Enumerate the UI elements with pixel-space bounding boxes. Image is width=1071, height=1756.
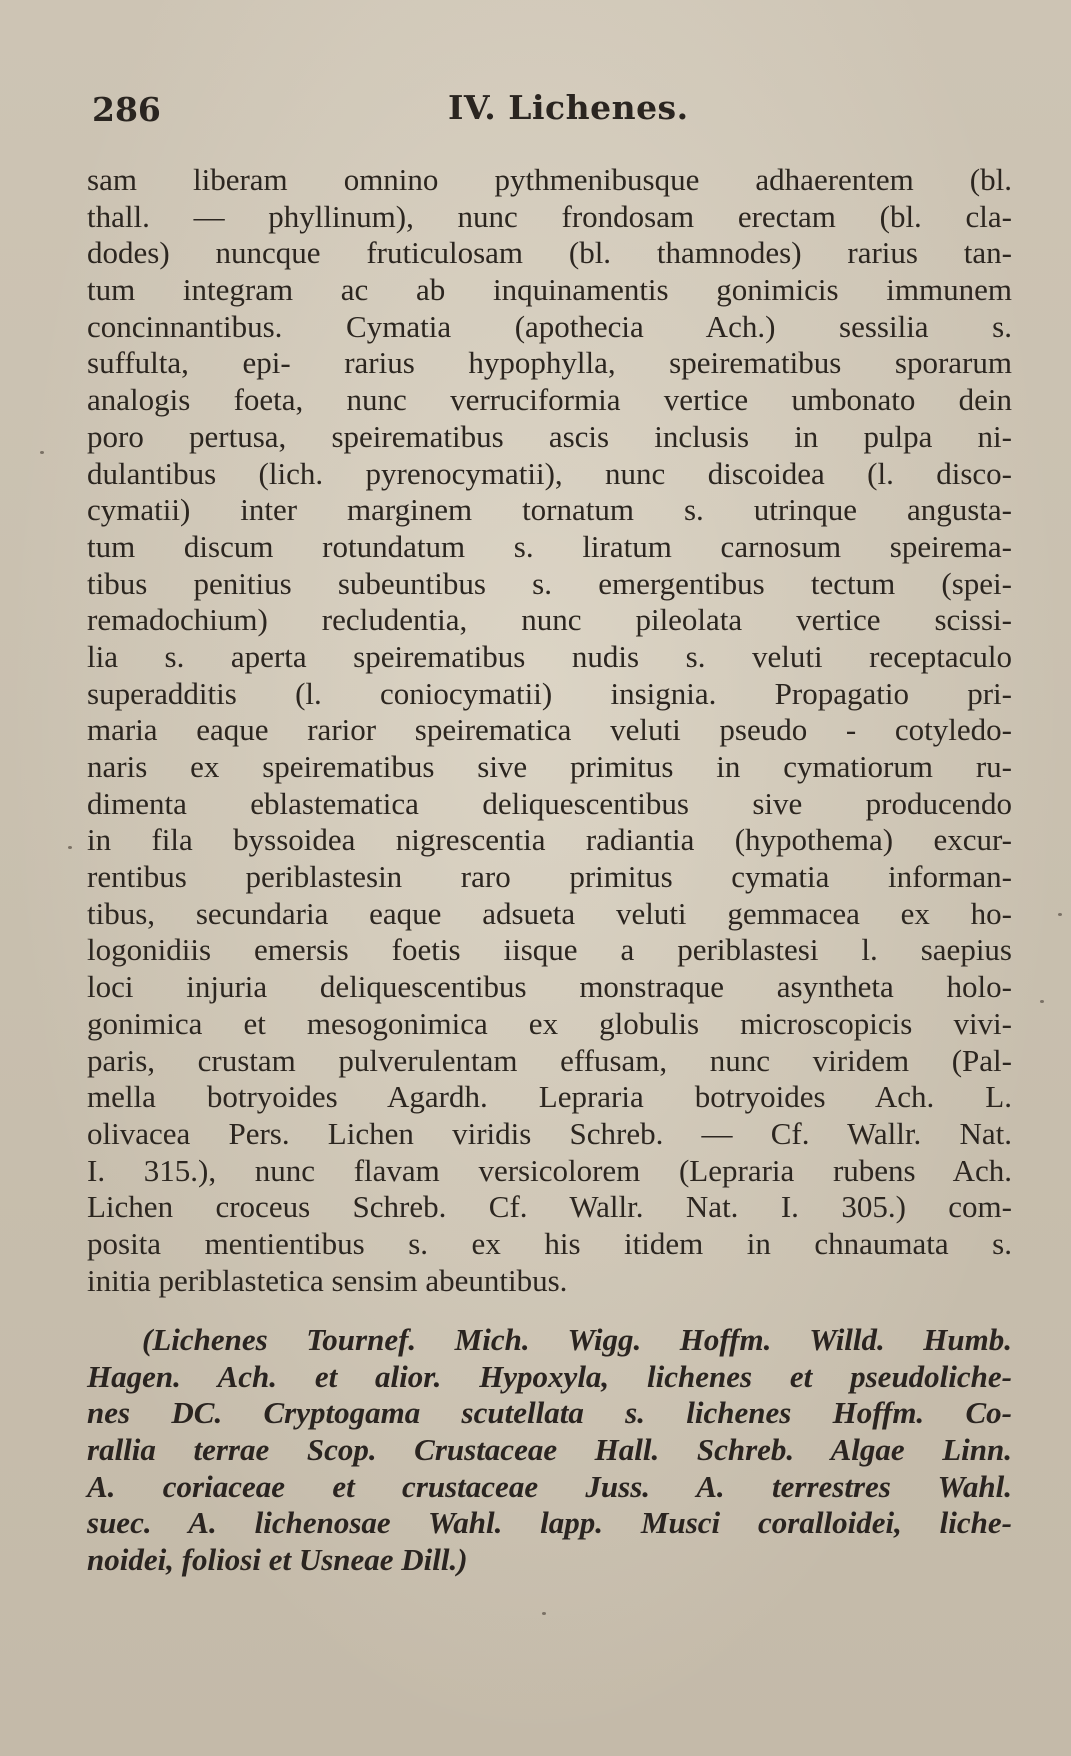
- text-line: initia periblastetica sensim abeuntibus.: [87, 1262, 568, 1298]
- paper-speck: [40, 451, 44, 454]
- text-line: concinnantibus. Cymatia (apothecia Ach.) sessilia s.: [87, 308, 1012, 344]
- text-line: tum discum rotundatum s. liratum carnosum speirema-: [87, 528, 1012, 564]
- text-line: lia s. aperta speirematibus nudis s. veluti receptaculo: [87, 638, 1012, 674]
- paper-speck: [1058, 913, 1062, 916]
- paper-speck: [1040, 1000, 1044, 1003]
- note-line: suec. A. lichenosae Wahl. lapp. Musci coralloidei, liche-: [87, 1505, 1012, 1541]
- text-line: maria eaque rarior speirematica veluti pseudo - cotyledo-: [87, 712, 1012, 748]
- note-line: rallia terrae Scop. Crustaceae Hall. Schreb. Algae Linn.: [87, 1432, 1012, 1468]
- text-line: tum integram ac ab inquinamentis gonimicis immunem: [87, 272, 1012, 308]
- text-line: poro pertusa, speirematibus ascis inclusis in pulpa ni-: [87, 418, 1012, 454]
- text-line: paris, crustam pulverulentam effusam, nunc viridem (Pal-: [87, 1042, 1012, 1078]
- text-line: loci injuria deliquescentibus monstraque asyntheta holo-: [87, 969, 1012, 1005]
- text-line: dimenta eblastematica deliquescentibus sive producendo: [87, 785, 1012, 821]
- text-line: remadochium) recludentia, nunc pileolata vertice scissi-: [87, 602, 1012, 638]
- text-line: posita mentientibus s. ex his itidem in chnaumata s.: [87, 1225, 1012, 1261]
- text-line: Lichen croceus Schreb. Cf. Wallr. Nat. I. 305.) com-: [87, 1189, 1012, 1225]
- synonymy-note: [87, 1322, 1012, 1579]
- running-title: IV. Lichenes.: [448, 88, 689, 127]
- text-line: logonidiis emersis foetis iisque a periblastesi l. saepius: [87, 932, 1012, 968]
- note-line: nes DC. Cryptogama scutellata s. lichenes Hoffm. Co-: [87, 1395, 1012, 1431]
- note-line: (Lichenes Tournef. Mich. Wigg. Hoffm. Willd. Humb.: [142, 1322, 1012, 1357]
- text-line: in fila byssoidea nigrescentia radiantia (hypothema) excur-: [87, 822, 1012, 858]
- main-text-block: [87, 162, 1012, 1299]
- page-number: 286: [92, 90, 161, 129]
- note-line: noidei, foliosi et Usneae Dill.): [87, 1542, 468, 1578]
- text-line: dulantibus (lich. pyrenocymatii), nunc discoidea (l. disco-: [87, 455, 1012, 491]
- text-line: tibus penitius subeuntibus s. emergentibus tectum (spei-: [87, 565, 1012, 601]
- note-line: A. coriaceae et crustaceae Juss. A. terrestres Wahl.: [87, 1468, 1012, 1504]
- text-line: suffulta, epi- rarius hypophylla, speirematibus sporarum: [87, 345, 1012, 381]
- paper-speck: [68, 846, 72, 849]
- text-line: superadditis (l. coniocymatii) insignia. Propagatio pri-: [87, 675, 1012, 711]
- paper-speck: [542, 1612, 546, 1615]
- text-line: tibus, secundaria eaque adsueta veluti gemmacea ex ho-: [87, 895, 1012, 931]
- text-line: cymatii) inter marginem tornatum s. utrinque angusta-: [87, 492, 1012, 528]
- text-line: dodes) nuncque fruticulosam (bl. thamnodes) rarius tan-: [87, 235, 1012, 271]
- text-line: thall. — phyllinum), nunc frondosam erectam (bl. cla-: [87, 198, 1012, 234]
- text-line: mella botryoides Agardh. Lepraria botryoides Ach. L.: [87, 1079, 1012, 1115]
- text-line: olivacea Pers. Lichen viridis Schreb. — Cf. Wallr. Nat.: [87, 1115, 1012, 1151]
- page-header: [92, 86, 1012, 136]
- note-line: Hagen. Ach. et alior. Hypoxyla, lichenes et pseudoliche-: [87, 1358, 1012, 1394]
- text-line: I. 315.), nunc flavam versicolorem (Lepraria rubens Ach.: [87, 1152, 1012, 1188]
- text-line: naris ex speirematibus sive primitus in cymatiorum ru-: [87, 749, 1012, 784]
- text-line: gonimica et mesogonimica ex globulis microscopicis vivi-: [87, 1005, 1012, 1041]
- text-line: sam liberam omnino pythmenibusque adhaerentem (bl.: [87, 162, 1012, 197]
- text-line: analogis foeta, nunc verruciformia vertice umbonato dein: [87, 382, 1012, 418]
- text-line: rentibus periblastesin raro primitus cymatia informan-: [87, 859, 1012, 895]
